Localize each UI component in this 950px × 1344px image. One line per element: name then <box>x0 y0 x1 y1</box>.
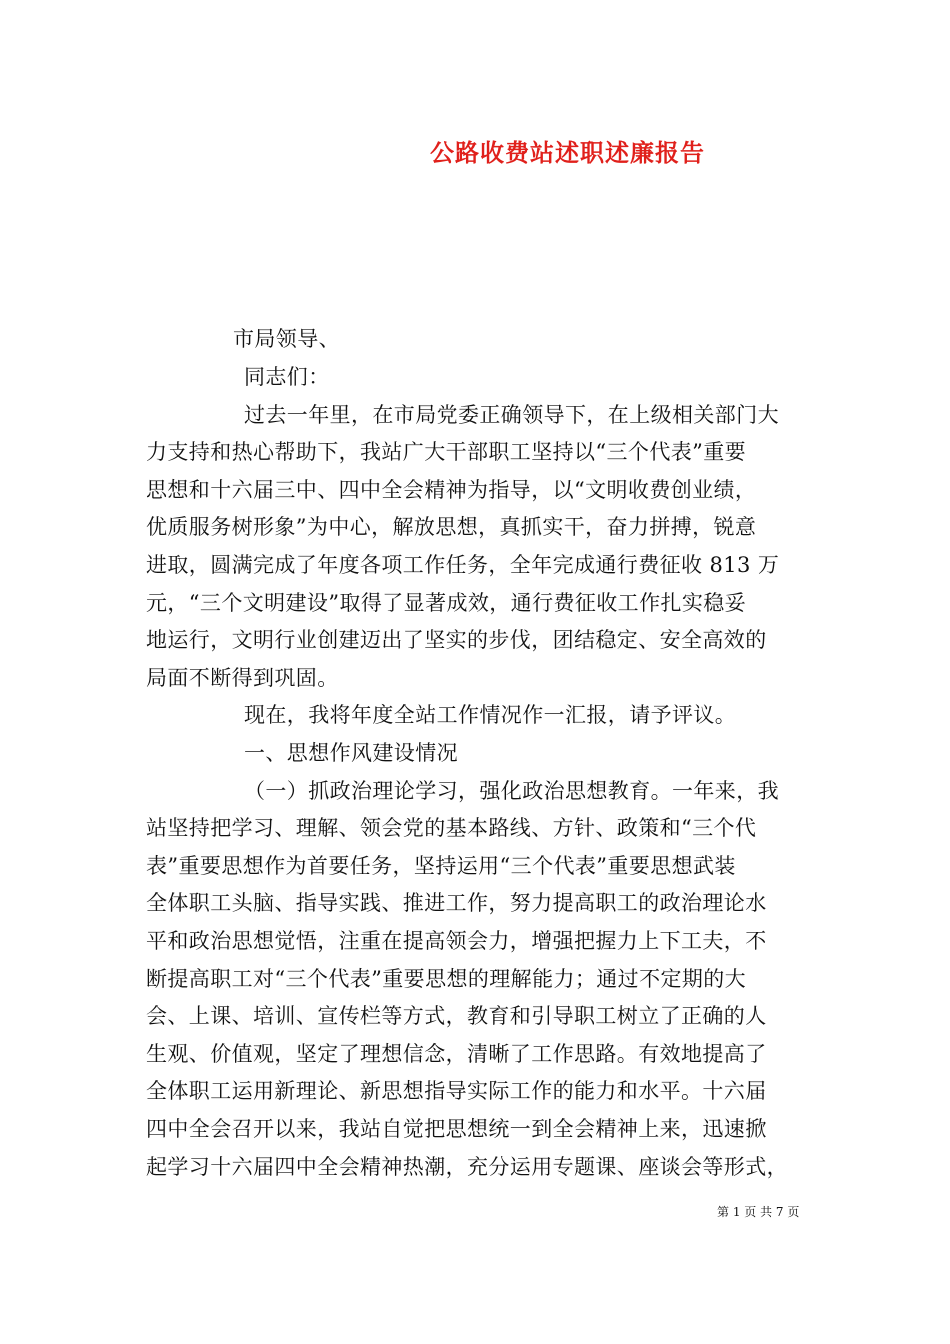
body-line: 进取，圆满完成了年度各项工作任务，全年完成通行费征收 813 万 <box>146 553 780 577</box>
body-line: 地运行，文明行业创建迈出了坚实的步伐，团结稳定、安全高效的 <box>146 628 767 652</box>
body-line: 元，“三个文明建设”取得了显著成效，通行费征收工作扎实稳妥 <box>146 591 747 615</box>
body-line: 思想和十六届三中、四中全会精神为指导，以“文明收费创业绩， <box>146 478 757 502</box>
body-line: 力支持和热心帮助下，我站广大干部职工坚持以“三个代表”重要 <box>146 440 747 464</box>
body-line: （一）抓政治理论学习，强化政治思想教育。一年来，我 <box>244 779 779 803</box>
body-line: 全体职工运用新理论、新思想指导实际工作的能力和水平。十六届 <box>146 1079 767 1103</box>
body-line: 会、上课、培训、宣传栏等方式，教育和引导职工树立了正确的人 <box>146 1004 767 1028</box>
body-line: 四中全会召开以来，我站自觉把思想统一到全会精神上来，迅速掀 <box>146 1117 767 1141</box>
body-line: 起学习十六届四中全会精神热潮，充分运用专题课、座谈会等形式， <box>146 1155 788 1179</box>
body-line: 局面不断得到巩固。 <box>146 666 339 690</box>
document-title: 公路收费站述职述廉报告 <box>430 138 705 167</box>
body-line: 表”重要思想作为首要任务，坚持运用“三个代表”重要思想武装 <box>146 854 736 878</box>
body-line: 站坚持把学习、理解、领会党的基本路线、方针、政策和“三个代 <box>146 816 757 840</box>
body-line: 过去一年里，在市局党委正确领导下，在上级相关部门大 <box>244 403 779 427</box>
section-heading: 一、思想作风建设情况 <box>244 741 458 765</box>
body-line: 生观、价值观，坚定了理想信念，清晰了工作思路。有效地提高了 <box>146 1042 767 1066</box>
body-line: 断提高职工对“三个代表”重要思想的理解能力；通过不定期的大 <box>146 967 747 991</box>
salutation-line-2: 同志们： <box>244 365 330 389</box>
page-footer: 第 1 页 共 7 页 <box>717 1205 800 1219</box>
body-line: 平和政治思想觉悟，注重在提高领会力，增强把握力上下工夫，不 <box>146 929 767 953</box>
body-line: 现在，我将年度全站工作情况作一汇报，请予评议。 <box>244 703 737 727</box>
body-line: 优质服务树形象”为中心，解放思想，真抓实干，奋力拼搏，锐意 <box>146 515 757 539</box>
body-line: 全体职工头脑、指导实践、推进工作，努力提高职工的政治理论水 <box>146 891 767 915</box>
salutation-line-1: 市局领导、 <box>233 327 340 351</box>
